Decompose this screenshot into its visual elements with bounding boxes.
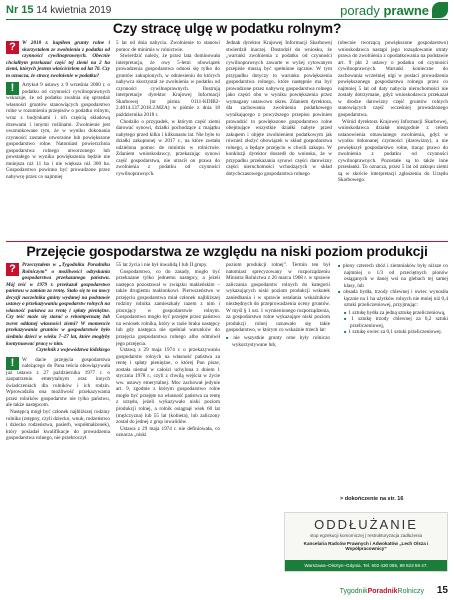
footer-brand <box>340 588 424 595</box>
page-header <box>6 4 448 20</box>
article1-col4-para: Wśród dyrektora Krajowej Informacji Skarbowej, wnioskodawca działał niezgodnie z celem ustanowienia omawianego zwolnienia, gdyż w wyniku dokonanej czynności (darowizny), a nie powiększył gospodarstwo rolne, tracąc prawo do zwolnienia z podatku od czynności cywilnoprawnych. Pozostałe są to także inne przesłanki. To oznacza, przez 5 lat od zakupu ziemi są w skrócie interpretacji zgłoszenia do Urzędu Skarbowego. <box>338 118 448 184</box>
article1-col1-para: Artykuł 9 ustawy z 9 września 2000 r. o podatku od czynności cywilnoprawnych wskazuje, że od podatku zwalnia się sprzedaż własności gruntów stanowiących gospodarstwo rolne w rozumieniu przepisów o podatku rolnym, wraz z budynkami i ich częścią składową drzewami i innymi roślinami. Zwolnienie jest uwarunkowane tym, że w wyniku dokonania czynności zostanie utworzone lub powiększone gospodarstwo rolne. Natomiast powierzchnia gospodarstwa rolnego utworzonego lub powstałego w wyniku powiększenia będzie nie mniejsza niż 11 ha i nie większa niż 300 ha. Gospodarstwo powinno być prowadzone przez nabywcę przez co najmniej <box>6 82 110 180</box>
question-mark-icon: ? <box>6 41 19 54</box>
list-item: ■ plony czterech zbóż i ziemniaków były niższe co najmniej o 1/3 od przeciętnych plonów osiąganych w danej wsi na glebach tej samej klasy, lub <box>344 263 448 289</box>
article1-col1 <box>6 40 110 240</box>
article2-col2 <box>116 262 220 582</box>
ad-contact: Warszawa–Olsztyn–Gdynia. Tel. 602 430 055, 89 523 59 47. <box>285 560 447 571</box>
article2-source: Czytelnik z województwa łódzkiego <box>36 347 110 354</box>
footer-brand-a: Tygodnik <box>339 588 368 595</box>
article2-col1 <box>6 262 110 582</box>
article1-col4-para: (obecnie tworzącą powiększone gospodarstwo) wnioskodawca nastąpi jego rozsądowanie utraty prawa do zwolnienia z opodatkowania na podstawie art. 9 pkt 2 ustawy o podatku od czynności cywilnoprawnych. Warunki konieczne do zachowania wcześniej ulgi w postaci prowadzenia powiększonego gospodarstwa rolnego przez co najmniej 5 lat od daty nabycia nieruchomości nie zostały dotrzymane, gdyż wnioskodawca przekazał w drodze darowizny część gruntów rolnych stanowiących część wcześniej prowadzonego gospodarstwa. <box>338 40 448 119</box>
article1-col2-para: 5 lat od dnia nabycia. Zwolnienie to stanowi pomoc de minimis w rolnictwie. <box>116 40 220 53</box>
article1-col2-para: Stwierdzić należy, że przez lata dominowała interpretacja, że owy 5-letni obowiązek prowadzenia gospodarstwa odnosi się tylko do gruntów zakupionych, w odniesieniu do których nabywca skorzystał ze zwolnienia w podatku od czynności cywilnoprawnych. Ilustrują interpretacje dyrektor Krajowej Informacji Skarbowej (nr pisma 0111-KDIB2-2.4014.137.2018.2.MZA) w piśmie z dnia 18 października 2018 r. <box>116 53 220 119</box>
answer-mark-icon: ! <box>6 82 19 95</box>
article1-title: Czy stracę ulgę w podatku rolnym? <box>112 20 342 36</box>
footer-brand-c: Rolniczy <box>397 588 424 595</box>
ad-subtitle: stop egzekucji komorniczej | restrukturyzacja zadłużenia <box>310 533 422 538</box>
article2-question: Przeczytałem w „Tygodniku Poradniku Rolniczym” o możliwości odzyskania gospodarstwa przekazanego państwu. Mój teść w 1979 r. przekazał gospodarstwo państwu w zamian za rentę. Stało się to na mocy decyzji naczelnika gminy wydanej na podstawie ustawy o przekazywaniu gospodarstw rolnych na własność państwa za rentę i spłaty pieniężne. Czy teść może się starać o rekompensatę lub zwrot oddanej własności ziemi? W momencie przekazywania gruntów w gospodarstwie było siedmiu dzieci w wieku 7–27 lat, które mogłyby kontynuować pracę w nim. <box>6 262 110 347</box>
article1-col2-para: Chodziło o przypadek, w którym część ziemi darować synowi, działki pochodzące z majątku nabytego przed kilku i kilkunastu lat. Nie było to działki zakupionej w 2017 r., na które została udzielona pomoc de minimis w rolnictwie. Zdaniem wnioskodawcy, przekazując synowi część gospodarstwa, nie utracił on prawa do zwolnienia z podatku od czynności cywilnoprawnych. <box>116 118 220 177</box>
list-item: ■ 1 sztukę trzody chlewnej za 0,2 sztuki przeliczeniowej, <box>350 316 448 329</box>
ad-firm: Kancelaria Radców Prawnych i Adwokatów „Lech Olsza i Współpracownicy” <box>303 541 429 551</box>
article2-col2-para: Ustawa z 29 maja 1974 r. nie definiowała, co oznacza „niski <box>116 425 220 439</box>
issue-info <box>6 4 111 16</box>
ad-title: ODDŁUŻANIE <box>314 517 418 532</box>
article1-question: W 2018 r. kupiłem grunty rolne i skorzystałem ze zwolnienia z podatku od czynności cywilnoprawnych. Obecnie chciałbym przekazać część tej ziemi na 2 ha ziemi, których jestem właścicielem od lat 70. Czy to oznacza, że stracę zwolnienie w podatku? <box>6 40 110 79</box>
question-mark-icon: ? <box>6 263 19 276</box>
article2-col4-list <box>338 263 448 309</box>
article1-col2 <box>116 40 220 240</box>
article2-col1-para: W dacie przejęcia gospodarstwa należącego do Pana teścia obowiązywała już ustawa z 27 października 1977 r. o zaopatrzeniu emerytalnym oraz innych świadczeniach dla rolników i ich rodzin. Wprowadziła ona możliwość przekazywania przez rolników gospodarstw nie tylko państwu, ale także następcom. <box>6 356 110 409</box>
section-divider <box>6 241 448 242</box>
article2-col1-para: Następcą mógł być członek najbliższej rodziny rolnika (zstępny, czyli dziecko, wnuk, rodzeństwo i dziecko rodzeństwa, pasierb, współmałżonek), który posiadał kwalifikacje do prowadzenia gospodarstwa rolnego, nie przekroczył <box>6 409 110 442</box>
article1-col3-para: Jednak dyrektor Krajowej Informacji Skarbowej stwierdził inaczej. Dostodził do wniosku, że „warunki zwolnienia z podatku od czynności cywilnoprawnych zawarte w wyżej cytowanym przepisie muszą być spełnione łącznie. W tym przypadku dotyczy to warunku powiększenia gospodarstwa rolnego, które następnie ma być prowadzone przez nabywcę gospodarstwa rolnego jako części obu w wyniku powiększenia przez wymagany ustawowo okres. Zdaniem dyrektora, dla zachowania zwolnienia podatkowego wynikającego z powyższego przepisu powinien prowadzić to powiększone gospodarstwo rolne obejmujące wszystkie działki nabyte przed zakupem i objęte zwolnieniem podatkowym jak również złożyć obowiązek w skład gospodarstwa rolnego, a będące przejęciu w chwili zakupu. W konkluzji dyrektor doszedł do wniosku, że w przypadku przekazania synowi części darowizny części nieruchomości wchodzących w skład dotychczasowego gospodarstwa rolnego <box>226 40 332 177</box>
section-logo-icon <box>432 2 448 18</box>
article2-title: Przejęcie gospodarstwa ze względu na niski poziom produkcji <box>26 243 428 259</box>
footer-brand-b: Poradnik <box>367 588 398 595</box>
article2-col2-para: Gospodarstwo, co do zasady, mogło być przekazane tylko jednemu następcy, a jeżeli następca pozostawał w związku małżeńskim – także drugiemu małżonkowi. Pierwszeństwo w przejęciu gospodarstwa miał członek najbliższej rodziny rolnika zamieszkały razem z nim i pracujący w gospodarstwie rolnym. Gospodarstwo mogło być przejęte przez państwo na wniosek rolnika, który w razie braku następcy lub gdy następca nie spełniał warunków do przejęcia gospodarstwa rolnego albo odmówił jego przejęcia. <box>116 268 220 347</box>
advertisement[interactable] <box>284 512 448 572</box>
article2-col3-list <box>226 335 330 348</box>
list-item: ■ obsada bydła, trzody chlewnej i owiec wynosiła łącznie na 1 ha użytków rolnych nie mniej niż 0,4 sztuki przeliczeniowej, przyjmując: <box>344 289 448 309</box>
article2-col2-para: Ustawą z 29 maja 1974 r. o przekazywaniu gospodarstw rolnych na własność państwa za rentę i spłaty pieniężne, o której Pan pisze, została niemal w całości uchylona z dniem 1 stycznia 1978 r., czyli z chwilą wejścia w życie ww. ustawy emerytalnej. Moc zachował jedynie art. 9, zgodnie z którym gospodarstwo rolne mogło być przejęte na własność państwa za rentę z urzędu, jeżeli wykazywało niski poziom produkcji rolnej, a rolnik osiągnął wiek 60 lat (mężczyzna) lub 55 lat (kobieta), lub zaliczony został do jednej z grup inwalidów. <box>116 347 220 426</box>
page-footer <box>6 584 448 596</box>
page-number: 15 <box>436 585 448 596</box>
article1-col4 <box>338 40 448 240</box>
list-item: ■ 1 sztukę bydła za jedną sztukę przeliczeniową, <box>350 310 448 317</box>
article2-col2-para: 55 lat życia i nie był inwalidą I lub II grupy. <box>116 262 208 268</box>
issue-date: 14 kwietnia 2019 <box>36 5 112 16</box>
answer-mark-icon: ! <box>6 357 19 370</box>
continuation-note: > dokończenie na str. 16 <box>340 496 404 502</box>
article2-col3-para: poziom produkcji rolnej”. Termin ten był natomiast sprecyzowany w rozporządzeniu Ministra Rolnictwa z 26 marca 1968 r. w sprawie zaliczania gospodarstw rolnych do kategorii wykazujących niski poziom produkcji wskutek zaniedbania i w sprawie ustalania wskaźników niezbędnych do przeprowadzenia oceny gruntów. W myśl § 1 ust. 1 wymienionego rozporządzenia, za gospodarstwo rolne wykazujące niski poziom produkcji rolnej uznawało się takie gospodarstwo, w którym co wskaźnie trzech lat: <box>226 262 330 334</box>
issue-number: Nr 15 <box>6 4 34 16</box>
section-brand <box>340 2 448 18</box>
list-item: ■ nie wszystkie grunty orne były rolniczo wykorzystywane lub, <box>232 335 330 348</box>
article2-col4 <box>338 262 448 496</box>
article2-col4-sublist <box>338 310 448 336</box>
list-item: ■ 1 sztukę owiec za 0,1 sztuki przeliczeniowej. <box>350 329 448 336</box>
brand-light: porady <box>340 2 380 18</box>
article1-col3 <box>226 40 332 240</box>
article2-col3 <box>226 262 330 512</box>
brand-bold: prawne <box>383 2 429 18</box>
